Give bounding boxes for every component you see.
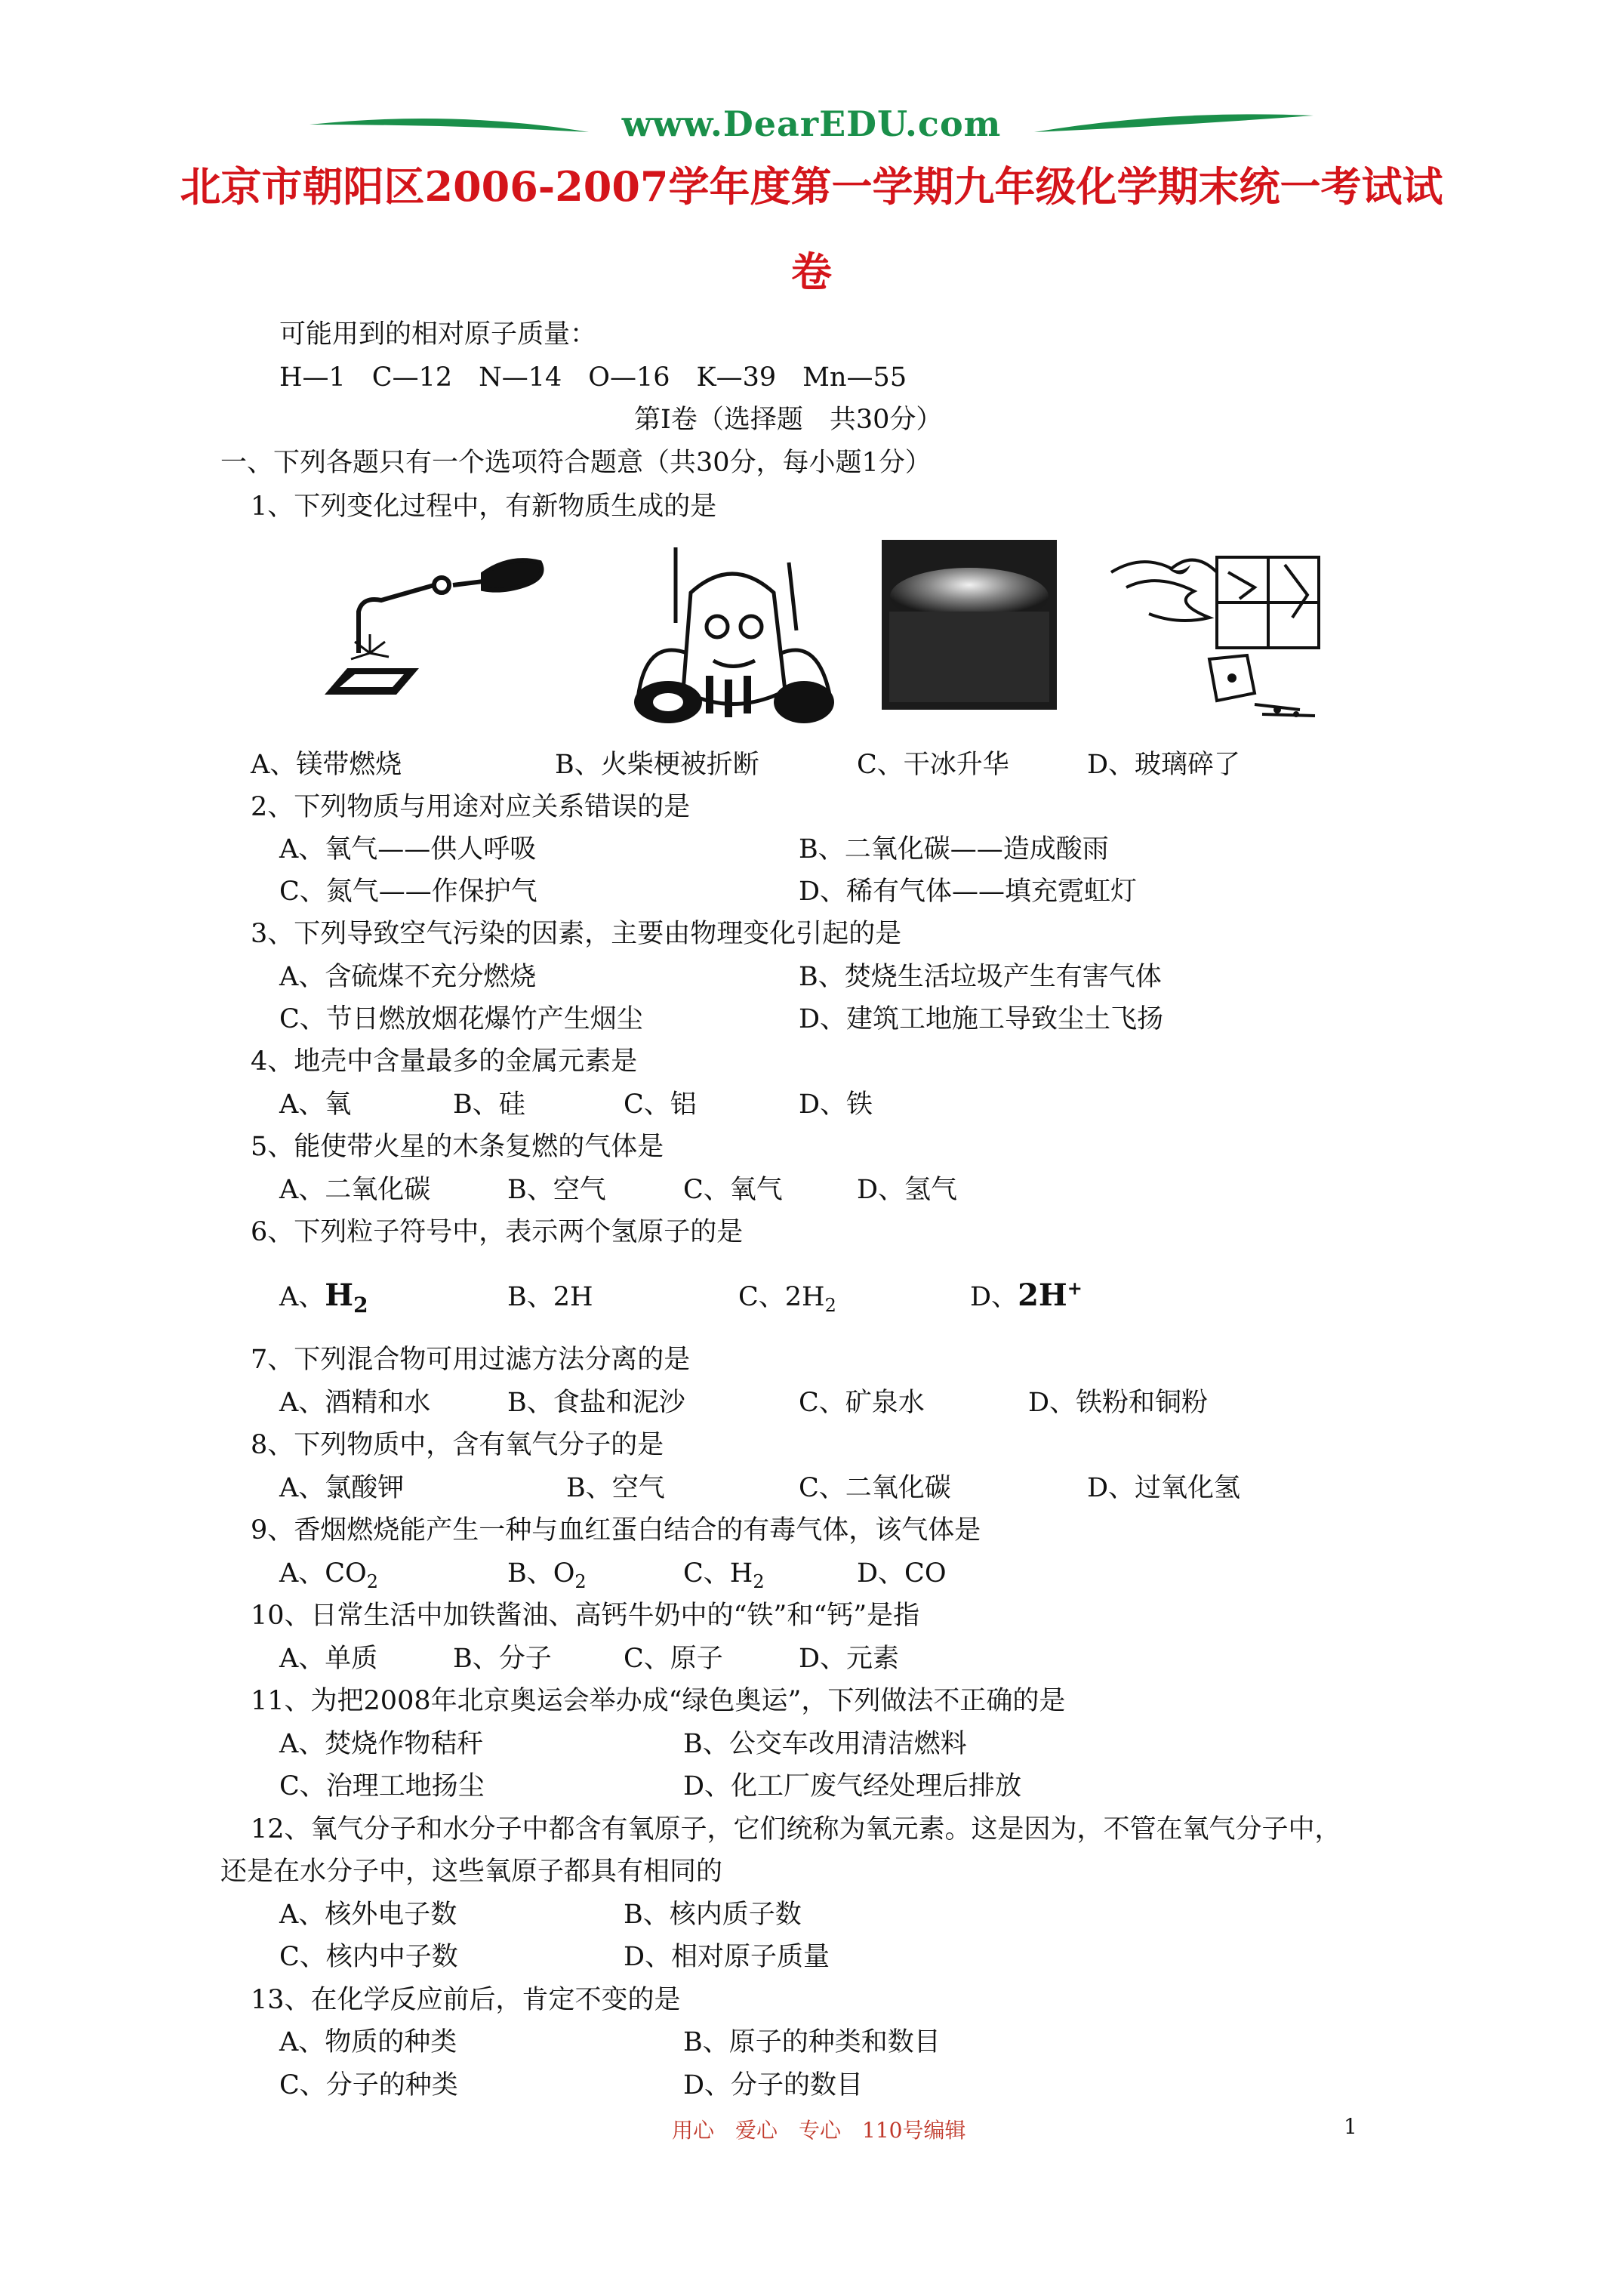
option-1a[interactable]: A、镁带燃烧 xyxy=(251,750,402,780)
atomic-mass-label: 可能用到的相对原子质量： xyxy=(279,319,597,350)
question-stem-3: 3、下列导致空气污染的因素，主要由物理变化引起的是 xyxy=(251,919,902,949)
option-7a[interactable]: A、酒精和水 xyxy=(279,1388,431,1418)
question-stem-6: 6、下列粒子符号中，表示两个氢原子的是 xyxy=(251,1217,744,1247)
option-6b[interactable]: B、2H xyxy=(507,1282,593,1312)
option-12d[interactable]: D、相对原子质量 xyxy=(624,1942,830,1972)
dry-ice-sublimation-image xyxy=(882,540,1057,710)
option-9b-label: B、O xyxy=(507,1558,575,1589)
option-12a[interactable]: A、核外电子数 xyxy=(279,1900,457,1930)
option-12b[interactable]: B、核内质子数 xyxy=(624,1900,802,1930)
option-9d[interactable]: D、CO xyxy=(857,1558,947,1589)
option-10c[interactable]: C、原子 xyxy=(624,1644,723,1674)
formula-9c-sub: 2 xyxy=(753,1571,765,1592)
option-10b[interactable]: B、分子 xyxy=(453,1644,552,1674)
option-11b[interactable]: B、公交车改用清洁燃料 xyxy=(683,1729,967,1759)
option-7c[interactable]: C、矿泉水 xyxy=(799,1388,925,1418)
option-9c-label: C、H xyxy=(683,1558,753,1589)
magnesium-burning-image xyxy=(313,540,562,713)
option-9a[interactable] xyxy=(279,1552,378,1592)
option-2d[interactable]: D、稀有气体——填充霓虹灯 xyxy=(799,877,1138,907)
question-stem-10: 10、日常生活中加铁酱油、高钙牛奶中的“铁”和“钙”是指 xyxy=(251,1601,920,1631)
question-stem-1: 1、下列变化过程中，有新物质生成的是 xyxy=(251,492,717,522)
option-8d[interactable]: D、过氧化氢 xyxy=(1087,1473,1241,1503)
option-7b[interactable]: B、食盐和泥沙 xyxy=(507,1388,685,1418)
option-13c[interactable]: C、分子的种类 xyxy=(279,2070,458,2100)
option-3c[interactable]: C、节日燃放烟花爆竹产生烟尘 xyxy=(279,1004,643,1034)
option-11a[interactable]: A、焚烧作物秸秆 xyxy=(279,1729,484,1759)
page-title-continued: 卷 xyxy=(791,248,832,296)
formula-6d-sup: + xyxy=(1067,1277,1083,1299)
option-1d[interactable]: D、玻璃碎了 xyxy=(1087,750,1241,780)
option-6c[interactable] xyxy=(738,1276,836,1316)
glass-breaking-image xyxy=(1104,542,1330,731)
question-stem-13: 13、在化学反应前后，肯定不变的是 xyxy=(251,1985,681,2015)
option-10a[interactable]: A、单质 xyxy=(279,1644,378,1674)
option-3a[interactable]: A、含硫煤不充分燃烧 xyxy=(279,962,537,992)
question-stem-7: 7、下列混合物可用过滤方法分离的是 xyxy=(251,1345,691,1375)
question-stem-2: 2、下列物质与用途对应关系错误的是 xyxy=(251,792,691,822)
question-stem-9: 9、香烟燃烧能产生一种与血红蛋白结合的有毒气体，该气体是 xyxy=(251,1515,981,1546)
option-13b[interactable]: B、原子的种类和数目 xyxy=(683,2027,941,2057)
footer-text: 用心 爱心 专心 110号编辑 xyxy=(672,2118,966,2143)
option-7d[interactable]: D、铁粉和铜粉 xyxy=(1028,1388,1209,1418)
option-1c[interactable]: C、干冰升华 xyxy=(857,750,1009,780)
option-13d[interactable]: D、分子的数目 xyxy=(683,2070,864,2100)
logo-text: www.DearEDU.com xyxy=(621,103,1002,144)
option-9b[interactable] xyxy=(507,1552,587,1592)
option-4a[interactable]: A、氧 xyxy=(279,1089,352,1120)
option-4d[interactable]: D、铁 xyxy=(799,1089,873,1120)
option-6c-label: C、2H xyxy=(738,1282,825,1312)
option-5a[interactable]: A、二氧化碳 xyxy=(279,1175,431,1205)
page-number: 1 xyxy=(1344,2114,1357,2139)
formula-6d: 2H xyxy=(1018,1277,1067,1313)
question-stem-12: 12、氧气分子和水分子中都含有氧原子，它们统称为氧元素。这是因为，不管在氧气分子中， xyxy=(251,1814,1341,1845)
option-1b[interactable]: B、火柴梗被折断 xyxy=(555,750,759,780)
formula-6a: H xyxy=(325,1277,354,1313)
question-stem-8: 8、下列物质中，含有氧气分子的是 xyxy=(251,1430,664,1460)
question-stem-11: 11、为把2008年北京奥运会举办成“绿色奥运”，下列做法不正确的是 xyxy=(251,1686,1066,1716)
option-4b[interactable]: B、硅 xyxy=(453,1089,525,1120)
option-12c[interactable]: C、核内中子数 xyxy=(279,1942,458,1972)
option-6a-label: A、 xyxy=(279,1282,325,1312)
option-6a[interactable] xyxy=(279,1276,368,1318)
option-6d-label: D、 xyxy=(970,1282,1018,1312)
option-9c[interactable] xyxy=(683,1552,765,1592)
option-11d[interactable]: D、化工厂废气经处理后排放 xyxy=(683,1771,1022,1801)
option-9a-label: A、CO xyxy=(279,1558,367,1589)
option-3d[interactable]: D、建筑工地施工导致尘土飞扬 xyxy=(799,1004,1164,1034)
formula-9a-sub: 2 xyxy=(366,1571,379,1592)
atomic-mass-list: H—1 C—12 N—14 O—16 K—39 Mn—55 xyxy=(279,362,907,393)
part-one-instructions: 一、下列各题只有一个选项符合题意（共30分，每小题1分） xyxy=(220,448,932,478)
site-logo xyxy=(302,102,1321,155)
option-10d[interactable]: D、元素 xyxy=(799,1644,900,1674)
option-3b[interactable]: B、焚烧生活垃圾产生有害气体 xyxy=(799,962,1162,992)
formula-6c-sub: 2 xyxy=(824,1295,836,1316)
formula-9b-sub: 2 xyxy=(574,1571,587,1592)
option-5b[interactable]: B、空气 xyxy=(507,1175,606,1205)
match-breaking-image xyxy=(623,540,842,729)
option-4c[interactable]: C、铝 xyxy=(624,1089,697,1120)
question-stem-4: 4、地壳中含量最多的金属元素是 xyxy=(251,1046,638,1077)
page-title: 北京市朝阳区2006-2007学年度第一学期九年级化学期末统一考试试 xyxy=(180,162,1443,211)
option-2c[interactable]: C、氮气——作保护气 xyxy=(279,877,537,907)
option-2b[interactable]: B、二氧化碳——造成酸雨 xyxy=(799,834,1109,864)
option-6d[interactable] xyxy=(970,1276,1083,1314)
option-5d[interactable]: D、氢气 xyxy=(857,1175,958,1205)
option-8b[interactable]: B、空气 xyxy=(566,1473,665,1503)
option-8a[interactable]: A、氯酸钾 xyxy=(279,1473,405,1503)
option-8c[interactable]: C、二氧化碳 xyxy=(799,1473,951,1503)
option-11c[interactable]: C、治理工地扬尘 xyxy=(279,1771,485,1801)
question-stem-12-continued: 还是在水分子中，这些氧原子都具有相同的 xyxy=(220,1857,723,1887)
question-stem-5: 5、能使带火星的木条复燃的气体是 xyxy=(251,1132,664,1162)
option-2a[interactable]: A、氧气——供人呼吸 xyxy=(279,834,537,864)
option-13a[interactable]: A、物质的种类 xyxy=(279,2027,457,2057)
option-5c[interactable]: C、氧气 xyxy=(683,1175,783,1205)
section-title: 第Ⅰ卷（选择题 共30分） xyxy=(634,405,943,435)
formula-6a-sub: 2 xyxy=(353,1293,368,1318)
